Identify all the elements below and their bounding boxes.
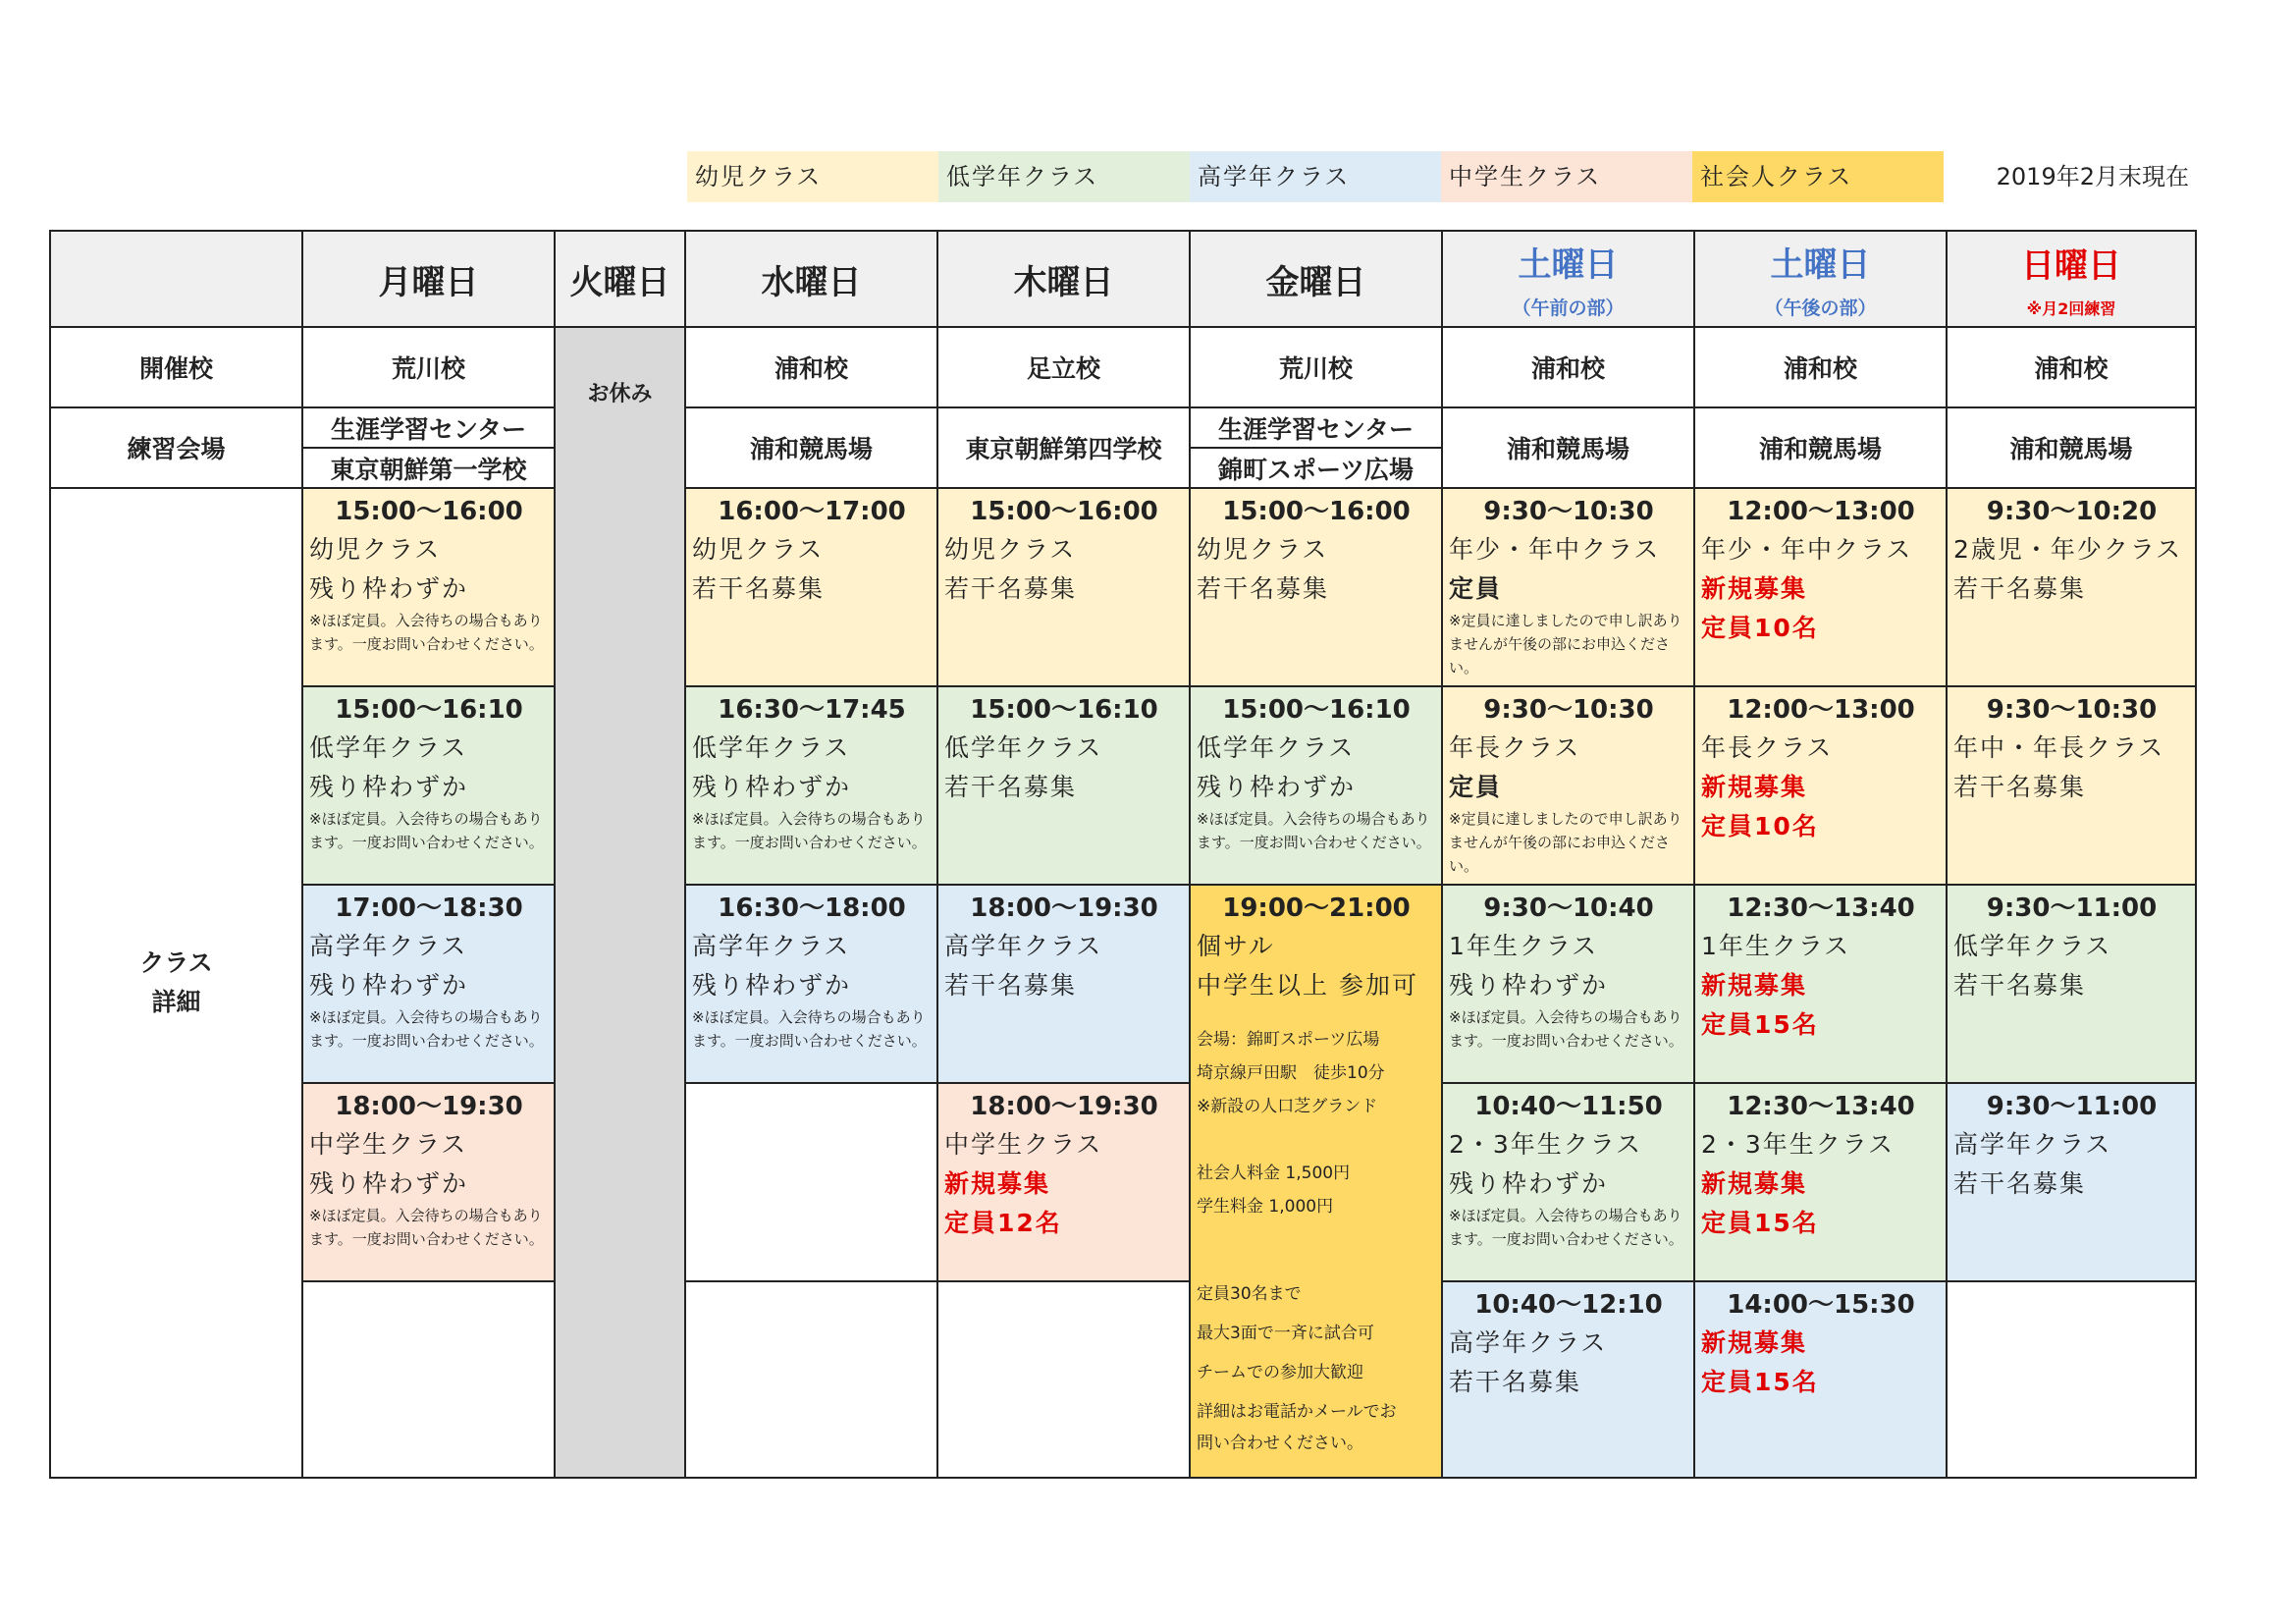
class-block: 9:30～11:00 低学年クラス 若干名募集 (1948, 886, 2197, 1084)
empty-cell (686, 1282, 938, 1479)
tuesday-off-label: お休み (587, 382, 653, 406)
class-block: 9:30～10:20 2歳児・年少クラス 若干名募集 (1948, 489, 2197, 687)
venue-friday-1: 生涯学習センター (1191, 408, 1443, 449)
class-block: 18:00～19:30 中学生クラス 新規募集 定員12名 (938, 1084, 1191, 1282)
venue-saturday-pm: 浦和競馬場 (1695, 408, 1948, 489)
class-block: 9:30～11:00 高学年クラス 若干名募集 (1948, 1084, 2197, 1282)
header-friday: 金曜日 (1191, 232, 1443, 328)
empty-cell (1948, 1282, 2197, 1479)
schedule-table (49, 230, 2197, 1479)
class-block: 15:00～16:10 低学年クラス 残り枠わずか ※ほぼ定員。入会待ちの場合もあります。一度お問い合わせください。 (303, 687, 556, 886)
empty-cell (938, 1282, 1191, 1479)
tuesday-column (556, 328, 686, 1479)
class-block: 18:00～19:30 中学生クラス 残り枠わずか ※ほぼ定員。入会待ちの場合もあります。一度お問い合わせください。 (303, 1084, 556, 1282)
class-block: 15:00～16:00 幼児クラス 若干名募集 (938, 489, 1191, 687)
class-block: 12:30～13:40 1年生クラス 新規募集 定員15名 (1695, 886, 1948, 1084)
class-block: 9:30～10:40 1年生クラス 残り枠わずか ※ほぼ定員。入会待ちの場合もあります。一度お問い合わせください。 (1443, 886, 1695, 1084)
school-monday: 荒川校 (303, 328, 556, 408)
legend-upper-grade: 高学年クラス (1190, 151, 1441, 202)
class-block: 15:00～16:10 低学年クラス 残り枠わずか ※ほぼ定員。入会待ちの場合もあります。一度お問い合わせください。 (1191, 687, 1443, 886)
class-block: 10:40～11:50 2・3年生クラス 残り枠わずか ※ほぼ定員。入会待ちの場合もあります。一度お問い合わせください。 (1443, 1084, 1695, 1282)
header-tuesday: 火曜日 (556, 232, 686, 328)
empty-cell (686, 1084, 938, 1282)
class-block: 15:00～16:00 幼児クラス 残り枠わずか ※ほぼ定員。入会待ちの場合もあります。一度お問い合わせください。 (303, 489, 556, 687)
school-saturday-pm: 浦和校 (1695, 328, 1948, 408)
as-of-date: 2019年2月末現在 (1996, 163, 2189, 190)
class-block: 16:30～17:45 低学年クラス 残り枠わずか ※ほぼ定員。入会待ちの場合もあります。一度お問い合わせください。 (686, 687, 938, 886)
class-block: 16:00～17:00 幼児クラス 若干名募集 (686, 489, 938, 687)
class-block: 16:30～18:00 高学年クラス 残り枠わずか ※ほぼ定員。入会待ちの場合もあります。一度お問い合わせください。 (686, 886, 938, 1084)
venue-friday-2: 錦町スポーツ広場 (1191, 449, 1443, 489)
venue-saturday-am: 浦和競馬場 (1443, 408, 1695, 489)
legend-lower-grade: 低学年クラス (938, 151, 1190, 202)
legend-infant: 幼児クラス (687, 151, 938, 202)
school-wednesday: 浦和校 (686, 328, 938, 408)
header-wednesday: 水曜日 (686, 232, 938, 328)
row-label-class-detail: クラス 詳細 (51, 489, 303, 1479)
header-monday: 月曜日 (303, 232, 556, 328)
class-block: 12:30～13:40 2・3年生クラス 新規募集 定員15名 (1695, 1084, 1948, 1282)
school-sunday: 浦和校 (1948, 328, 2197, 408)
class-block: 10:40～12:10 高学年クラス 若干名募集 (1443, 1282, 1695, 1479)
class-block: 12:00～13:00 年長クラス 新規募集 定員10名 (1695, 687, 1948, 886)
class-block: 14:00～15:30 新規募集 定員15名 (1695, 1282, 1948, 1479)
adult-class-block: 19:00～21:00 個サル 中学生以上 参加可 会場：錦町スポーツ広場 埼京線戸田駅 徒歩10分 ※新設の人口芝グランド 社会人料金 1,500円 学生料金 1,000円 定員30名まで 最大3面で一斉に試合可 チームでの参加大歓迎 詳細はお電話かメールでお 問い合わせください。 (1191, 886, 1443, 1479)
row-label-venue: 練習会場 (51, 408, 303, 489)
class-block: 9:30～10:30 年中・年長クラス 若干名募集 (1948, 687, 2197, 886)
legend-junior-high: 中学生クラス (1441, 151, 1692, 202)
header-corner (51, 232, 303, 328)
row-label-school: 開催校 (51, 328, 303, 408)
class-block: 12:00～13:00 年少・年中クラス 新規募集 定員10名 (1695, 489, 1948, 687)
venue-wednesday: 浦和競馬場 (686, 408, 938, 489)
class-block: 17:00～18:30 高学年クラス 残り枠わずか ※ほぼ定員。入会待ちの場合もあります。一度お問い合わせください。 (303, 886, 556, 1084)
header-sunday: 日曜日 ※月2回練習 (1948, 232, 2197, 328)
school-friday: 荒川校 (1191, 328, 1443, 408)
header-saturday-pm: 土曜日 （午後の部） (1695, 232, 1948, 328)
class-block: 15:00～16:00 幼児クラス 若干名募集 (1191, 489, 1443, 687)
class-block: 18:00～19:30 高学年クラス 若干名募集 (938, 886, 1191, 1084)
class-block: 9:30～10:30 年少・年中クラス 定員 ※定員に達しましたので申し訳ありませんが午後の部にお申込ください。 (1443, 489, 1695, 687)
header-thursday: 木曜日 (938, 232, 1191, 328)
school-thursday: 足立校 (938, 328, 1191, 408)
legend-adult: 社会人クラス (1692, 151, 1944, 202)
venue-monday-2: 東京朝鮮第一学校 (303, 449, 556, 489)
class-block: 15:00～16:10 低学年クラス 若干名募集 (938, 687, 1191, 886)
venue-monday-1: 生涯学習センター (303, 408, 556, 449)
empty-cell (303, 1282, 556, 1479)
header-saturday-am: 土曜日 （午前の部） (1443, 232, 1695, 328)
venue-sunday: 浦和競馬場 (1948, 408, 2197, 489)
school-saturday-am: 浦和校 (1443, 328, 1695, 408)
class-block: 9:30～10:30 年長クラス 定員 ※定員に達しましたので申し訳ありませんが午後の部にお申込ください。 (1443, 687, 1695, 886)
venue-thursday: 東京朝鮮第四学校 (938, 408, 1191, 489)
